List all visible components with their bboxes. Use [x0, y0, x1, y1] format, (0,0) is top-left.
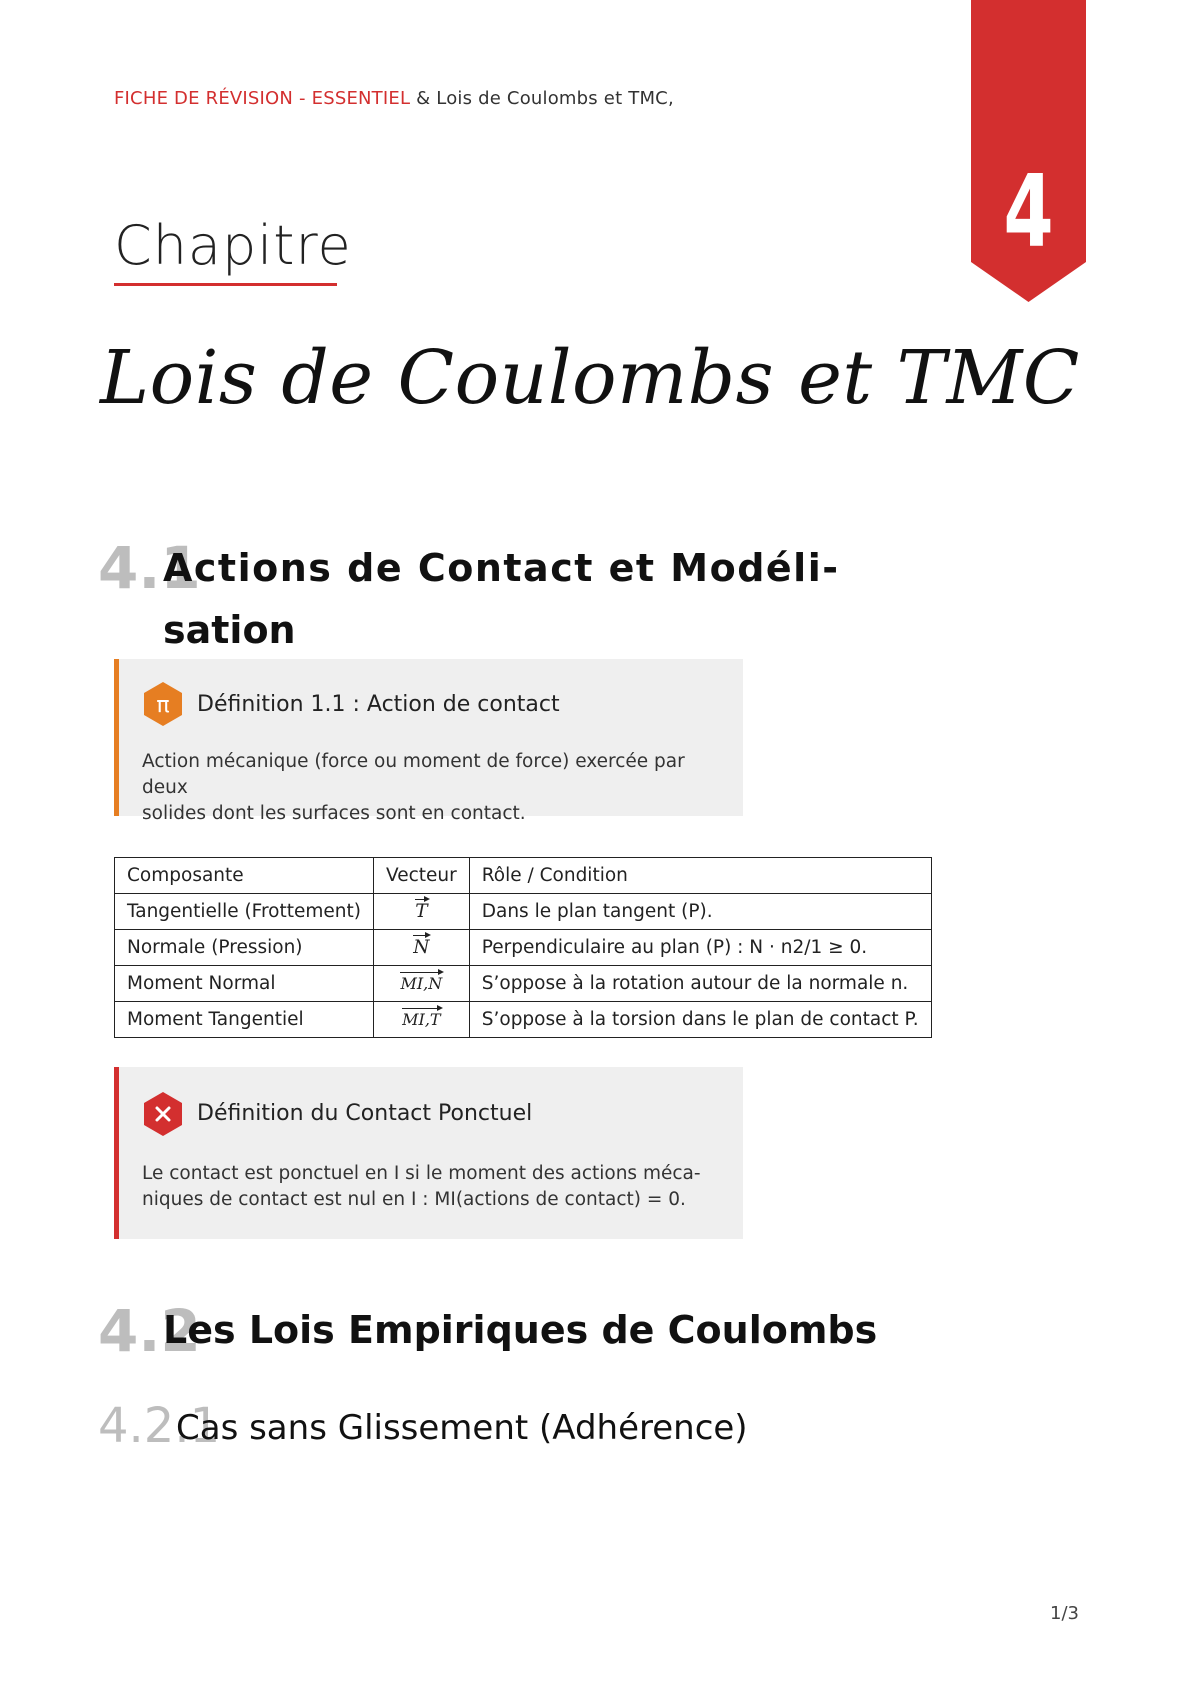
table-cell: Moment Tangentiel	[115, 1002, 374, 1038]
table-header-cell: Rôle / Condition	[469, 858, 931, 894]
chapitre-label: Chapitre	[114, 214, 352, 277]
running-header	[114, 88, 674, 109]
definition-name: Action de contact	[359, 692, 560, 717]
table-cell: Tangentielle (Frottement)	[115, 894, 374, 930]
subsection-number: 4.2.1	[98, 1398, 221, 1454]
chapter-number: 4	[1003, 153, 1054, 270]
page-number: 1/3	[1050, 1603, 1079, 1624]
definition-accent-bar	[114, 659, 119, 816]
table-header-cell: Composante	[115, 858, 374, 894]
table-row	[115, 966, 932, 1002]
definition-accent-bar	[114, 1067, 119, 1239]
definition-body-line: niques de contact est nul en I : MI(actions de contact) = 0.	[142, 1189, 686, 1210]
definition-body	[142, 749, 725, 827]
table-row	[115, 894, 932, 930]
table-cell	[374, 894, 470, 930]
definition-label: Définition 1.1 :	[197, 692, 360, 717]
table-header-cell: Vecteur	[374, 858, 470, 894]
definition-box	[114, 659, 743, 824]
table-row	[115, 1002, 932, 1038]
header-accent: FICHE DE RÉVISION - ESSENTIEL	[114, 88, 411, 109]
section-title-line1: Actions de Contact et Modéli-	[163, 546, 840, 590]
chapitre-underline	[114, 283, 337, 286]
table-row	[115, 930, 932, 966]
subsection-title: Cas sans Glissement (Adhérence)	[176, 1408, 748, 1448]
vector-symbol: T	[415, 901, 428, 922]
table-cell: S’oppose à la torsion dans le plan de contact P.	[469, 1002, 931, 1038]
definition-body-line: Le contact est ponctuel en I si le moment des actions méca-	[142, 1163, 701, 1184]
table-header-row	[115, 858, 932, 894]
contact-components-table	[114, 857, 932, 1038]
table-cell: Moment Normal	[115, 966, 374, 1002]
header-rest: & Lois de Coulombs et TMC,	[410, 88, 674, 109]
definition-box-contact-ponctuel	[114, 1067, 743, 1239]
definition-body-line: solides dont les surfaces sont en contact.	[142, 803, 526, 824]
pi-icon	[142, 681, 184, 727]
vector-symbol: N	[413, 937, 430, 958]
definition-heading	[197, 692, 560, 717]
table-cell: Normale (Pression)	[115, 930, 374, 966]
table-cell	[374, 966, 470, 1002]
table-cell: Dans le plan tangent (P).	[469, 894, 931, 930]
definition-body	[142, 1161, 725, 1213]
definition-body-line: Action mécanique (force ou moment de force) exercée par deux	[142, 751, 685, 798]
table-cell	[374, 930, 470, 966]
chapter-title: Lois de Coulombs et TMC	[100, 335, 1080, 421]
section-number: 4.2	[98, 1297, 201, 1365]
svg-text:π: π	[156, 693, 170, 718]
definition-heading: Définition du Contact Ponctuel	[197, 1101, 533, 1126]
vector-symbol: MI,N	[400, 974, 443, 993]
section-title-line2: sation	[163, 608, 296, 652]
table-cell	[374, 1002, 470, 1038]
section-title: Les Lois Empiriques de Coulombs	[163, 1308, 878, 1352]
vector-symbol: MI,T	[402, 1010, 441, 1029]
close-icon	[142, 1091, 184, 1137]
section-number: 4.1	[98, 534, 201, 602]
table-cell: S’oppose à la rotation autour de la normale n.	[469, 966, 931, 1002]
table-cell: Perpendiculaire au plan (P) : N · n2/1 ≥ 0.	[469, 930, 931, 966]
